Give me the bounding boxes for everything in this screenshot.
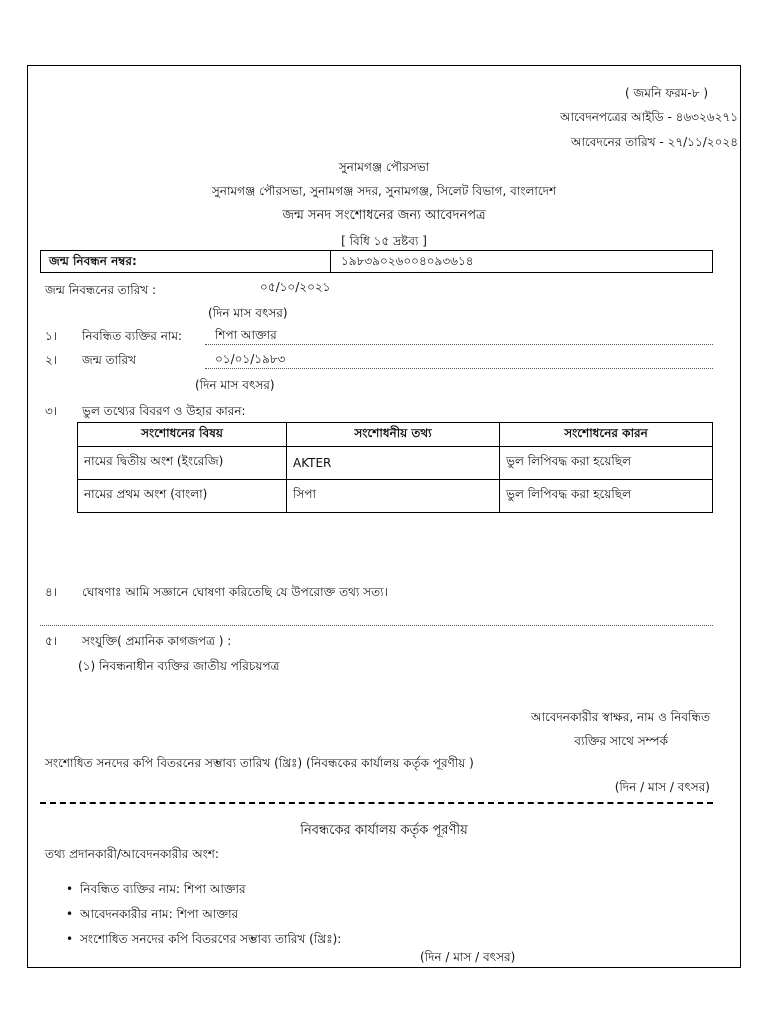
signature-label-line1: আবেদনকারীর স্বাক্ষর, নাম ও নিবন্ধিত — [530, 710, 710, 724]
rule-reference: [ বিধি ১৫ দ্রষ্টব্য ] — [341, 234, 427, 248]
registration-date-value: ০৫/১০/২০২১ — [260, 280, 331, 294]
correction-table — [77, 422, 713, 513]
office-name: সুনামগঞ্জ পৌরসভা — [338, 160, 430, 174]
table-cell: নামের দ্বিতীয় অংশ (ইংরেজি) — [78, 447, 287, 480]
info-provider-label: তথ্য প্রদানকারী/আবেদনকারীর অংশ: — [45, 847, 219, 861]
date-format-hint: (দিন / মাস / বৎসর) — [614, 780, 710, 794]
dotted-line — [40, 625, 713, 626]
delivery-date-text: সংশোধিত সনদের কপি বিতরনের সম্ভাব্য তারিখ (খ্রিঃ) (নিবন্ধকের কার্যালয় কর্তৃক পূরণীয় ) — [45, 756, 474, 770]
item3-number: ৩। — [45, 404, 58, 418]
form-type: ( জমনি ফরম-৮ ) — [625, 86, 708, 100]
registration-number-box — [40, 250, 713, 273]
item2-label: জন্ম তারিখ — [82, 353, 137, 367]
table-header: সংশোধনীয় তথ্য — [287, 423, 500, 447]
registration-number-value: ১৯৮৩৯০২৬০০৪০৯৩৬১৪ — [341, 254, 474, 268]
application-id: আবেদনপত্রের আইডি - ৪৬৩২৬২৭১ — [559, 110, 738, 124]
table-header: সংশোধনের কারন — [500, 423, 713, 447]
list-item: • আবেদনকারীর নাম: শিপা আক্তার — [66, 907, 238, 921]
table-cell: ভুল লিপিবদ্ধ করা হয়েছিল — [500, 447, 713, 480]
office-address: সুনামগঞ্জ পৌরসভা, সুনামগঞ্জ সদর, সুনামগঞ্জ, সিলেট বিভাগ, বাংলাদেশ — [211, 184, 557, 198]
table-cell: AKTER — [287, 447, 500, 480]
dashed-separator — [40, 802, 713, 804]
date-format-hint: (দিন মাস বৎসর) — [208, 306, 288, 320]
registration-date-label: জন্ম নিবন্ধনের তারিখ : — [45, 283, 157, 297]
item1-label: নিবন্ধিত ব্যক্তির নাম: — [82, 329, 183, 343]
declaration-text: ঘোষণাঃ আমি সজ্ঞানে ঘোষণা করিতেছি যে উপরোক্ত তথ্য সত্য। — [82, 585, 388, 599]
item4-number: ৪। — [45, 585, 58, 599]
office-section-title: নিবন্ধকের কার্যালয় কর্তৃক পূরণীয় — [300, 823, 468, 838]
attachment-item: (১) নিবন্ধনাধীন ব্যক্তির জাতীয় পরিচয়পত্র — [78, 659, 280, 673]
item2-value: ০১/০১/১৯৮৩ — [215, 352, 286, 366]
item1-value: শিপা আক্তার — [215, 328, 277, 342]
list-item: • নিবন্ধিত ব্যক্তির নাম: শিপা আক্তার — [66, 882, 246, 896]
application-date: আবেদনের তারিখ - ২৭/১১/২০২৪ — [570, 135, 738, 149]
item2-number: ২। — [45, 353, 58, 367]
item5-number: ৫। — [45, 634, 58, 648]
dotted-line — [205, 368, 713, 369]
table-header: সংশোধনের বিষয় — [78, 423, 287, 447]
date-format-hint: (দিন মাস বৎসর) — [195, 378, 275, 392]
table-cell: ভুল লিপিবদ্ধ করা হয়েছিল — [500, 480, 713, 513]
item1-number: ১। — [45, 329, 58, 343]
attachments-label: সংযুক্তি( প্রমানিক কাগজপত্র ) : — [82, 634, 232, 648]
table-row — [78, 447, 713, 480]
dotted-line — [205, 344, 713, 345]
registration-number-label: জন্ম নিবন্ধন নম্বর: — [41, 251, 331, 272]
item3-label: ভুল তথ্যের বিবরণ ও উহার কারন: — [82, 404, 246, 418]
list-item: • সংশোধিত সনদের কপি বিতরণের সম্ভাব্য তারিখ (খ্রিঃ): — [66, 932, 341, 946]
table-cell: নামের প্রথম অংশ (বাংলা) — [78, 480, 287, 513]
table-row — [78, 480, 713, 513]
table-header-row — [78, 423, 713, 447]
date-format-hint: (দিন / মাস / বৎসর) — [420, 950, 516, 964]
form-title: জন্ম সনদ সংশোধনের জন্য আবেদনপত্র — [282, 208, 486, 223]
table-cell: সিপা — [287, 480, 500, 513]
signature-label-line2: ব্যক্তির সাথে সম্পর্ক — [574, 734, 668, 748]
